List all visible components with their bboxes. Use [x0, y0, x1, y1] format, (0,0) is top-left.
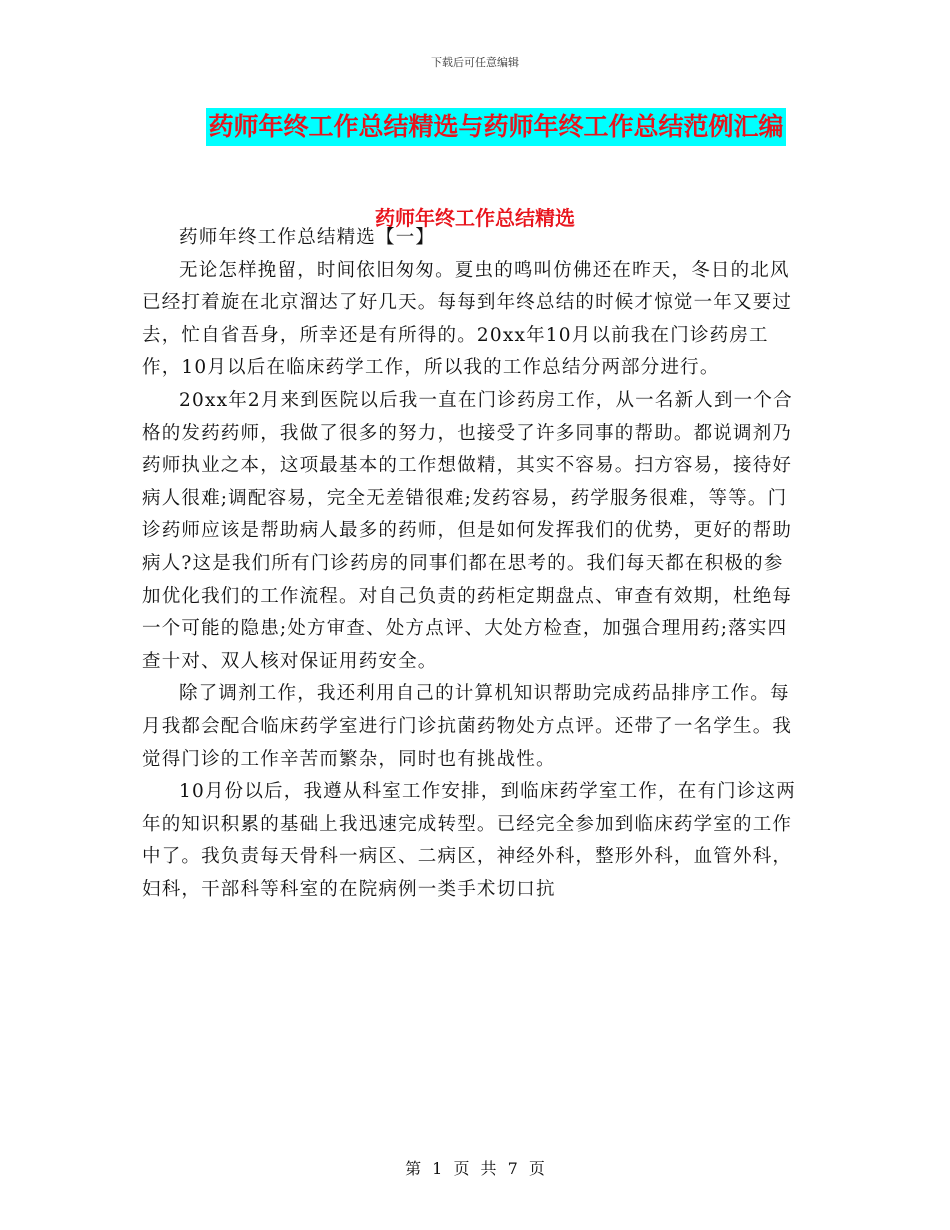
paragraph: 20xx年2月来到医院以后我一直在门诊药房工作，从一名新人到一个合格的发药药师，我做了很多的努力，也接受了许多同事的帮助。都说调剂乃药师执业之本，这项最基本的工作想做精，其实不容易。扫方容易，接待好病人很难;调配容易，完全无差错很难;发药容易，药学服务很难，等等。门诊药师应该是帮助病人最多的药师，但是如何发挥我们的优势，更好的帮助病人?这是我们所有门诊药房的同事们都在思考的。我们每天都在积极的参加优化我们的工作流程。对自己负责的药柜定期盘点、审查有效期，杜绝每一个可能的隐患;处方审查、处方点评、大处方检查，加强合理用药;落实四查十对、双人核对保证用药安全。 — [142, 389, 793, 672]
paragraph: 无论怎样挽留，时间依旧匆匆。夏虫的鸣叫仿佛还在昨天，冬日的北风已经打着旋在北京溜达了好几天。每每到年终总结的时候才惊觉一年又要过去，忙自省吾身，所幸还是有所得的。20xx年10月以前我在门诊药房工作，10月以后在临床药学工作，所以我的工作总结分两部分进行。 — [142, 259, 793, 379]
section-title: 药师年终工作总结精选 — [375, 206, 575, 230]
paragraph: 10月份以后，我遵从科室工作安排，到临床药学室工作，在有门诊这两年的知识积累的基础上我迅速完成转型。已经完全参加到临床药学室的工作中了。我负责每天骨科一病区、二病区，神经外科，整形外科，血管外科，妇科，干部科等科室的在院病例一类手术切口抗 — [142, 781, 796, 900]
page-footer: 第 1 页 共 7 页 — [405, 1159, 545, 1178]
header-note: 下载后可任意编辑 — [431, 56, 519, 69]
paragraph: 除了调剂工作，我还利用自己的计算机知识帮助完成药品排序工作。每月我都会配合临床药学室进行门诊抗菌药物处方点评。还带了一名学生。我觉得门诊的工作辛苦而繁杂，同时也有挑战性。 — [142, 683, 793, 770]
main-title: 药师年终工作总结精选与药师年终工作总结范例汇编 — [206, 108, 785, 146]
paragraph-subtitle: 药师年终工作总结精选【一】 — [179, 227, 436, 248]
body-text — [142, 222, 802, 906]
main-title-container — [0, 108, 950, 146]
